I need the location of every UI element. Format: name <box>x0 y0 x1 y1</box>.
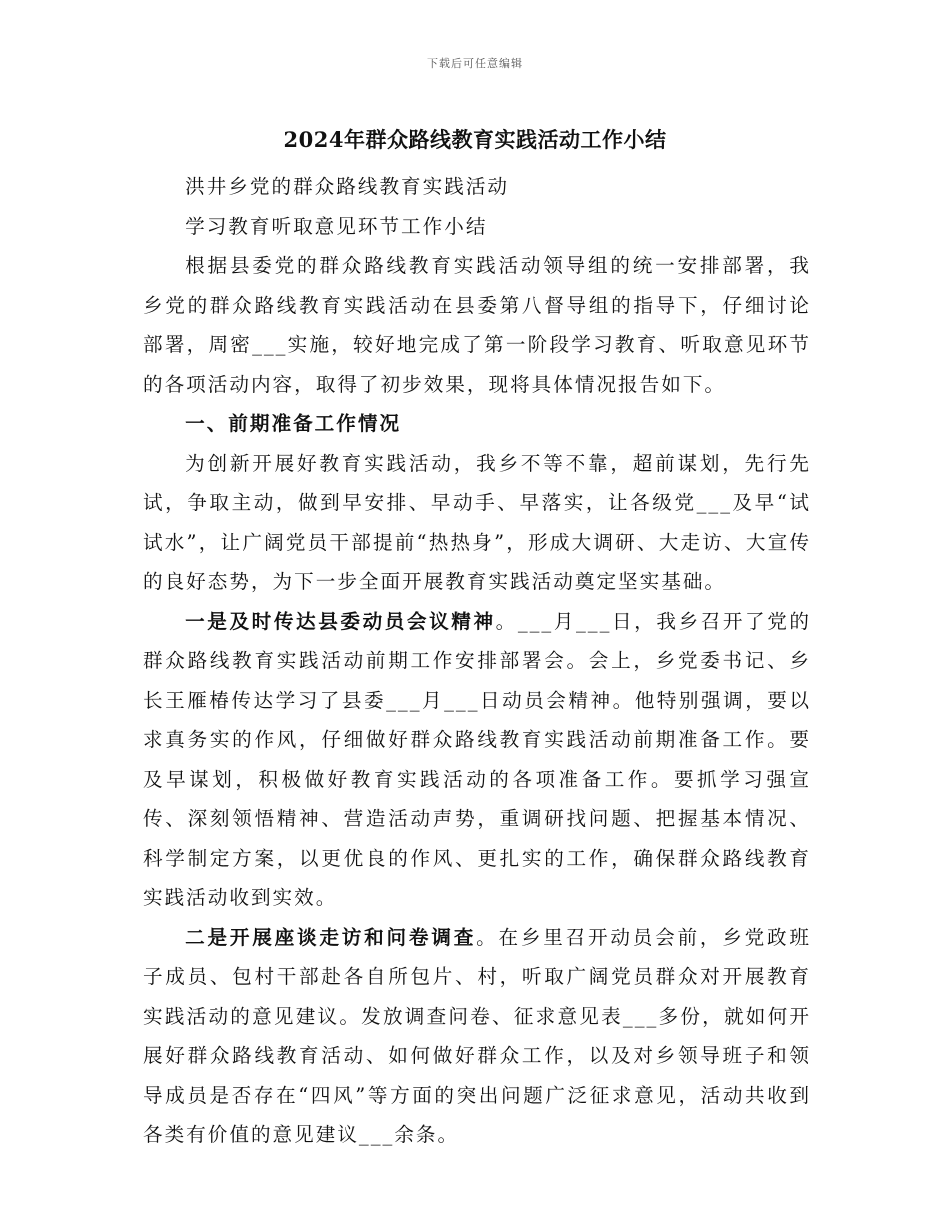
item-1-lead: 一是及时传达县委动员会议精神 <box>185 609 496 633</box>
section-heading-1: 一、前期准备工作情况 <box>185 412 402 435</box>
header-note: 下载后可任意编辑 <box>427 57 523 70</box>
document-body <box>143 167 811 1155</box>
subtitle-line-1: 洪井乡党的群众路线教育实践活动 <box>185 175 510 198</box>
item-2-text: 。在乡里召开动员会前，乡党政班子成员、包村干部赴各自所包片、村，听取广阔党员群众对开展教育实践活动的意见建议。发放调查问卷、征求意见表___多份，就如何开展好群众路线教育活动、如何做好群众工作，以及对乡领导班子和领导成员是否存在“四风”等方面的突出问题广泛征求意见，活动共收到各类有价值的意见建议___余条。 <box>143 925 812 1146</box>
item-2-paragraph <box>143 918 811 1155</box>
item-2-lead: 二是开展座谈走访和问卷调查 <box>185 925 477 949</box>
section-1-paragraph: 为创新开展好教育实践活动，我乡不等不靠，超前谋划，先行先试，争取主动，做到早安排、早动手、早落实，让各级党___及早“试试水”，让广阔党员干部提前“热热身”，形成大调研、大走访、大宣传的良好态势，为下一步全面开展教育实践活动奠定坚实基础。 <box>143 451 811 593</box>
document-title: 2024年群众路线教育实践活动工作小结 <box>283 127 667 152</box>
item-1-text: 。___月___日，我乡召开了党的群众路线教育实践活动前期工作安排部署会。会上，乡党委书记、乡长王雁椿传达学习了县委___月___日动员会精神。他特别强调，要以求真务实的作风，仔细做好群众路线教育实践活动前期准备工作。要及早谋划，积极做好教育实践活动的各项准备工作。要抓学习强宣传、深刻领悟精神、营造活动声势，重调研找问题、把握基本情况、科学制定方案，以更优良的作风、更扎实的工作，确保群众路线教育实践活动收到实效。 <box>143 609 812 909</box>
intro-paragraph: 根据县委党的群众路线教育实践活动领导组的统一安排部署，我乡党的群众路线教育实践活动在县委第八督导组的指导下，仔细讨论部署，周密___实施，较好地完成了第一阶段学习教育、听取意见环节的各项活动内容，取得了初步效果，现将具体情况报告如下。 <box>143 254 811 396</box>
subtitle-line-2: 学习教育听取意见环节工作小结 <box>185 214 488 238</box>
item-1-paragraph <box>143 602 811 918</box>
